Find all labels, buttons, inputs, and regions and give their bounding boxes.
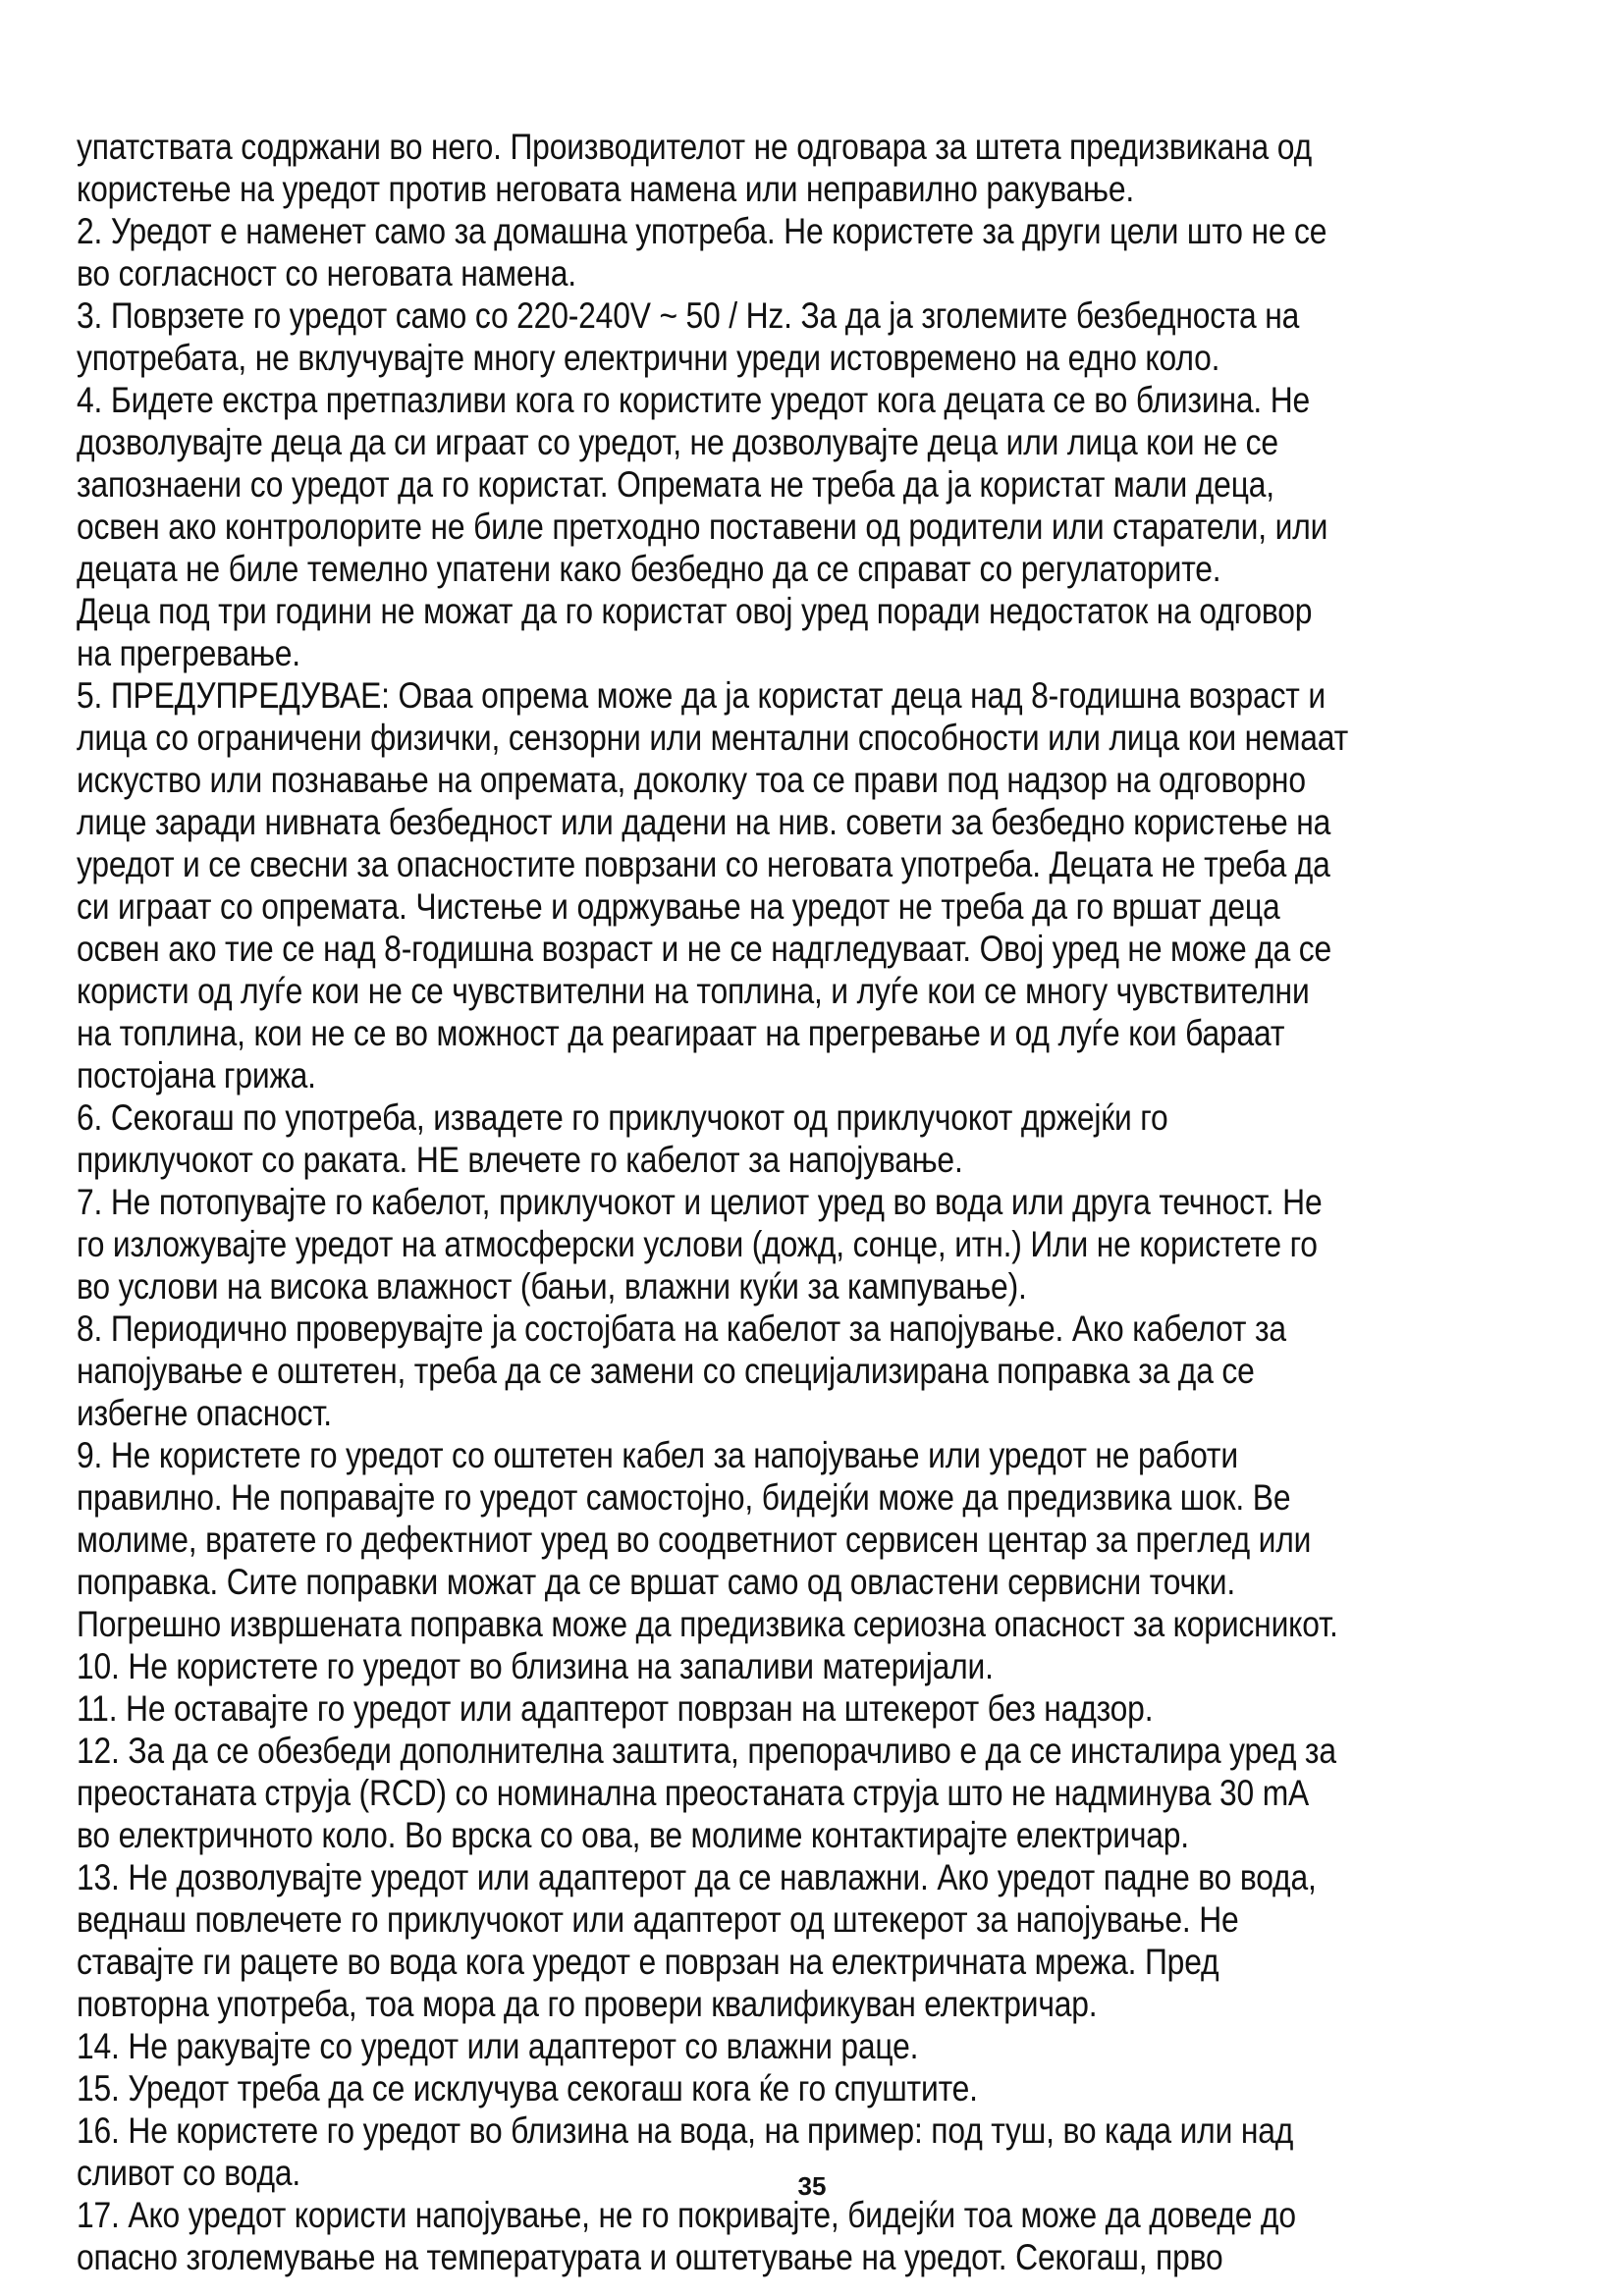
document-body (77, 126, 1559, 2278)
text-line: на прегревање. (77, 633, 300, 673)
text-line: освен ако контролорите не биле претходно поставени од родители или старатели, или (77, 507, 1328, 547)
text-line: дозволувајте деца да си играат со уредот, не дозволувајте деца или лица кои не се (77, 422, 1278, 462)
text-line: искуство или познавање на опремата, доколку тоа се прави под надзор на одговорно (77, 760, 1306, 800)
text-line: опасно зголемување на температурата и оштетување на уредот. Секогаш, прво (77, 2237, 1223, 2277)
text-line: 5. ПРЕДУПРЕДУВАЕ: Оваа опрема може да ја користат деца над 8-годишна возраст и (77, 675, 1326, 716)
text-line: употребата, не вклучувајте многу електрични уреди истовремено на едно коло. (77, 338, 1220, 378)
text-line: повторна употреба, тоа мора да го провери квалификуван електричар. (77, 1984, 1098, 2024)
text-line: приклучокот со раката. НЕ влечете го кабелот за напојување. (77, 1140, 963, 1180)
text-line: 17. Ако уредот користи напојување, не го покривајте, бидејќи тоа може да доведе до (77, 2195, 1296, 2235)
text-line: 6. Секогаш по употреба, извадете го приклучокот од приклучокот држејќи го (77, 1097, 1168, 1138)
text-line: сливот со вода. (77, 2153, 301, 2193)
text-line: во согласност со неговата намена. (77, 253, 576, 294)
text-line: на топлина, кои не се во можност да реагираат на прегревање и од луѓе кои бараат (77, 1013, 1285, 1053)
text-line: преостаната струја (RCD) со номинална преостаната струја што не надминува 30 mA (77, 1773, 1310, 1813)
text-line: го изложувајте уредот на атмосферски услови (дожд, сонце, итн.) Или не користете го (77, 1224, 1318, 1264)
text-line: децата не биле темелно упатени како безбедно да се справат со регулаторите. (77, 549, 1221, 589)
text-line: користење на уредот против неговата намена или неправилно ракување. (77, 169, 1135, 209)
text-line: 2. Уредот е наменет само за домашна употреба. Не користете за други цели што не се (77, 211, 1327, 251)
text-line: поправка. Сите поправки можат да се вршат само од овластени сервисни точки. (77, 1562, 1236, 1602)
text-line: 12. За да се обезбеди дополнителна заштита, препорачливо е да се инсталира уред за (77, 1731, 1336, 1771)
text-line: 10. Не користете го уредот во близина на запаливи материјали. (77, 1646, 994, 1686)
text-line: лица со ограничени физички, сензорни или ментални способности или лица кои немаат (77, 718, 1348, 758)
text-line: веднаш повлечете го приклучокот или адаптерот од штекерот за напојување. Не (77, 1899, 1239, 1940)
text-line: 14. Не ракувајте со уредот или адаптерот со влажни раце. (77, 2026, 919, 2066)
text-line: освен ако тие се над 8-годишна возраст и не се надгледуваат. Овој уред не може да се (77, 929, 1332, 969)
text-line: уредот и се свесни за опасностите поврзани со неговата употреба. Децата не треба да (77, 844, 1330, 884)
text-line: избегне опасност. (77, 1393, 332, 1433)
text-line: напојување е оштетен, треба да се замени со специјализирана поправка за да се (77, 1351, 1255, 1391)
text-line: во услови на висока влажност (бањи, влажни куќи за кампување). (77, 1266, 1027, 1307)
text-line: си играат со опремата. Чистење и одржување на уредот не треба да го вршат деца (77, 886, 1280, 927)
text-line: Деца под три години не можат да го користат овој уред поради недостаток на одговор (77, 591, 1313, 631)
text-line: 3. Поврзете го уредот само со 220-240V ~ 50 / Hz. За да ја зголемите безбедноста на (77, 295, 1300, 336)
text-line: Погрешно извршената поправка може да предизвика сериозна опасност за корисникот. (77, 1604, 1338, 1644)
text-line: 13. Не дозволувајте уредот или адаптерот да се навлажни. Ако уредот падне во вода, (77, 1857, 1317, 1897)
text-line: лице заради нивната безбедност или дадени на нив. совети за безбедно користење на (77, 802, 1331, 842)
text-line: 11. Не оставајте го уредот или адаптерот поврзан на штекерот без надзор. (77, 1688, 1154, 1729)
text-line: 4. Бидете екстра претпазливи кога го користите уредот кога децата се во близина. Не (77, 380, 1311, 420)
text-line: упатствата содржани во него. Производителот не одговара за штета предизвикана од (77, 127, 1312, 167)
text-line: правилно. Не поправајте го уредот самостојно, бидејќи може да предизвика шок. Ве (77, 1477, 1291, 1518)
text-line: постојана грижа. (77, 1055, 316, 1095)
text-line: во електричното коло. Во врска со ова, ве молиме контактирајте електричар. (77, 1815, 1189, 1855)
text-line: користи од луѓе кои не се чувствителни на топлина, и луѓе кои се многу чувствителни (77, 971, 1310, 1011)
text-line: 15. Уредот треба да се исклучува секогаш кога ќе го спуштите. (77, 2068, 978, 2109)
text-line: ставајте ги рацете во вода кога уредот е поврзан на електричната мрежа. Пред (77, 1942, 1219, 1982)
text-line: молиме, вратете го дефектниот уред во соодветниот сервисен центар за преглед или (77, 1520, 1312, 1560)
page-number: 35 (797, 2171, 827, 2201)
text-line: 7. Не потопувајте го кабелот, приклучокот и целиот уред во вода или друга течност. Не (77, 1182, 1323, 1222)
text-line: 9. Не користете го уредот со оштетен кабел за напојување или уредот не работи (77, 1435, 1238, 1475)
text-line: 8. Периодично проверувајте ја состојбата на кабелот за напојување. Ако кабелот за (77, 1308, 1286, 1349)
text-line: запознаени со уредот да го користат. Опремата не треба да ја користат мали деца, (77, 464, 1274, 505)
text-line: 16. Не користете го уредот во близина на вода, на пример: под туш, во када или над (77, 2110, 1294, 2151)
